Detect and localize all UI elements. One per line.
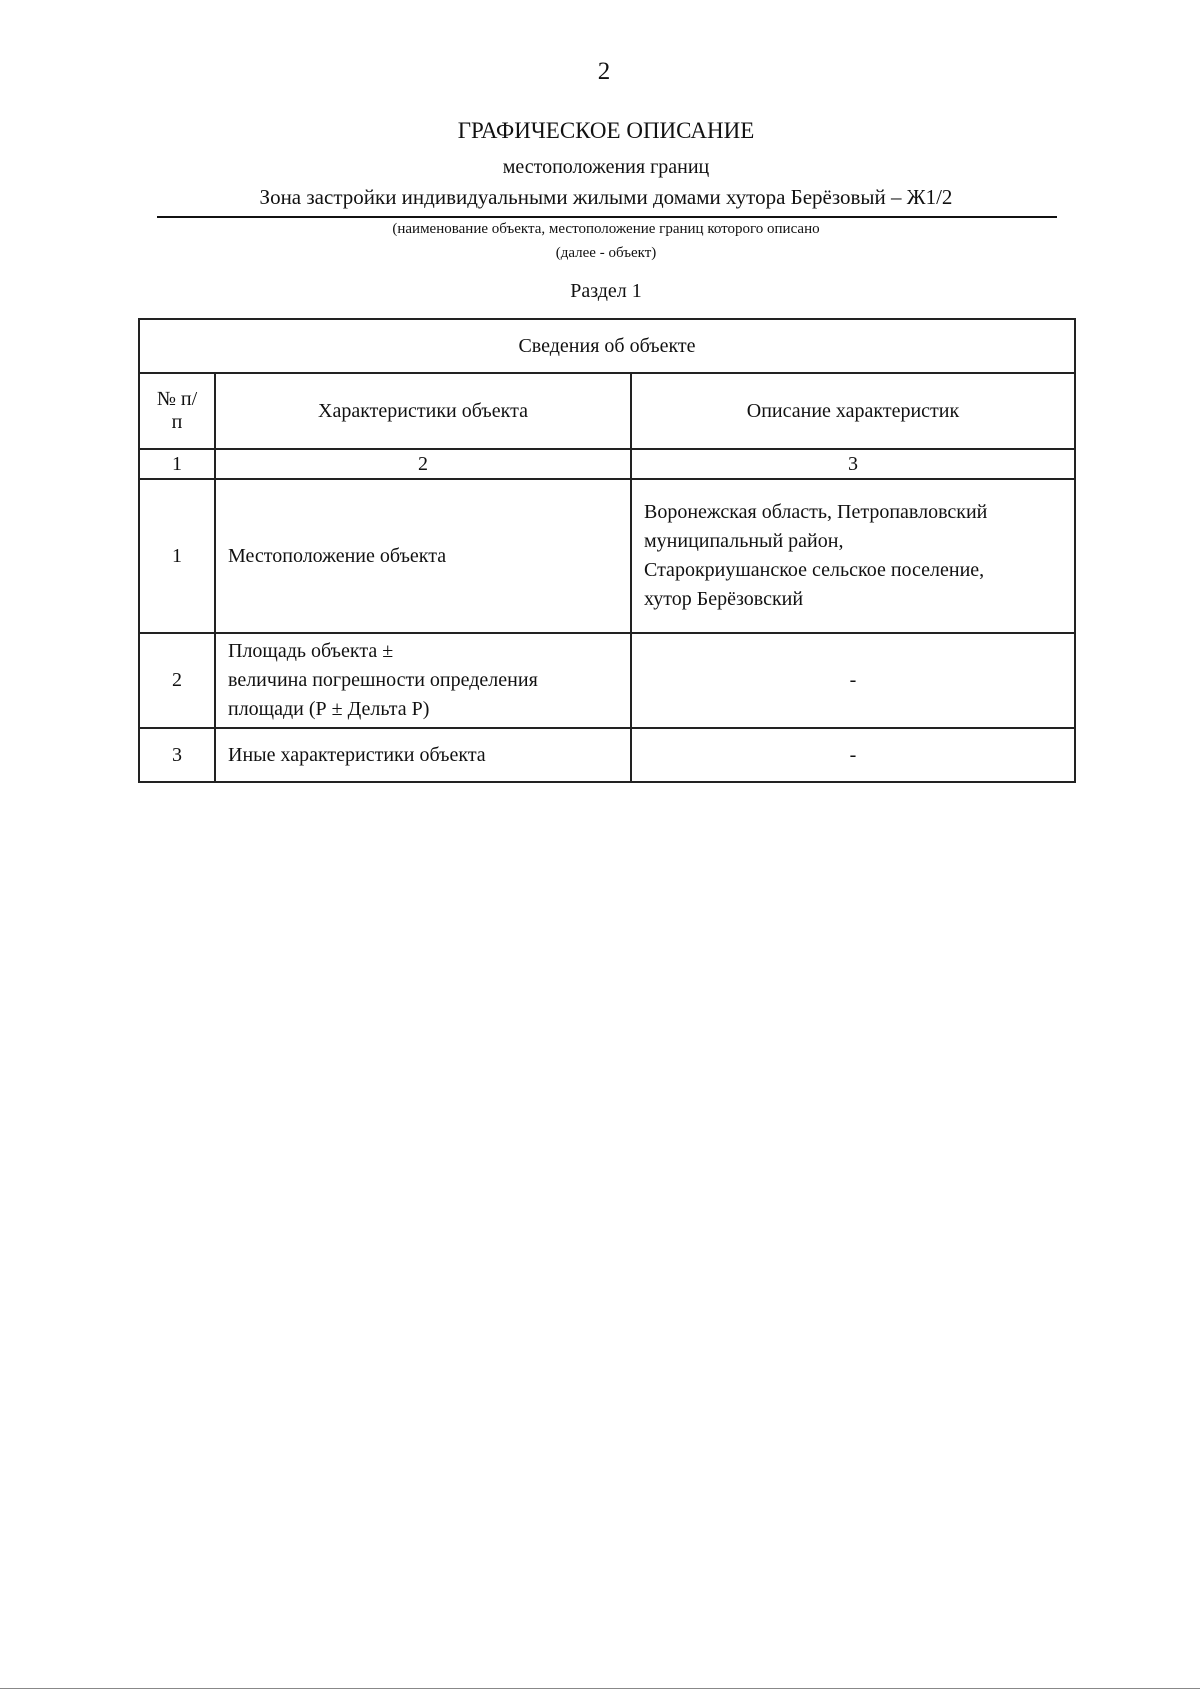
header-num: № п/п — [139, 373, 215, 449]
characteristic-line: площади (Р ± Дельта Р) — [228, 698, 430, 720]
row-description: - — [631, 728, 1075, 782]
table-row — [139, 479, 1075, 633]
column-number: 1 — [139, 449, 215, 479]
row-characteristic: Иные характеристики объекта — [215, 728, 631, 782]
description-line: муниципальный район, — [644, 530, 844, 552]
row-description: - — [631, 633, 1075, 728]
header-description: Описание характеристик — [631, 373, 1075, 449]
characteristic-line: Площадь объекта ± — [228, 640, 394, 662]
object-info-table — [138, 318, 1076, 783]
description-line: хутор Берёзовский — [644, 588, 804, 610]
object-caption-line1: (наименование объекта, местоположение границ которого описано — [392, 221, 820, 237]
object-caption-line2: (далее - объект) — [555, 245, 657, 261]
object-name-underline — [157, 216, 1057, 218]
row-description — [631, 479, 1075, 633]
description-line: Воронежская область, Петропавловский — [644, 501, 988, 523]
table-row — [139, 728, 1075, 782]
table-header-row — [139, 373, 1075, 449]
column-number-row — [139, 449, 1075, 479]
table-row — [139, 633, 1075, 728]
object-name: Зона застройки индивидуальными жилыми домами хутора Берёзовый – Ж1/2 — [259, 185, 953, 209]
row-characteristic — [215, 633, 631, 728]
column-number: 2 — [215, 449, 631, 479]
page-bottom-rule — [0, 1688, 1200, 1689]
description-line: Старокриушанское сельское поселение, — [644, 559, 985, 581]
section-label: Раздел 1 — [570, 280, 642, 302]
row-num: 2 — [139, 633, 215, 728]
row-num: 3 — [139, 728, 215, 782]
row-characteristic: Местоположение объекта — [215, 479, 631, 633]
table-caption-row — [139, 319, 1075, 373]
table-caption: Сведения об объекте — [139, 319, 1075, 373]
column-number: 3 — [631, 449, 1075, 479]
header-characteristic: Характеристики объекта — [215, 373, 631, 449]
page-number: 2 — [597, 58, 611, 85]
document-subtitle: местоположения границ — [502, 156, 710, 178]
characteristic-line: величина погрешности определения — [228, 669, 538, 691]
document-title: ГРАФИЧЕСКОЕ ОПИСАНИЕ — [457, 118, 755, 143]
row-num: 1 — [139, 479, 215, 633]
